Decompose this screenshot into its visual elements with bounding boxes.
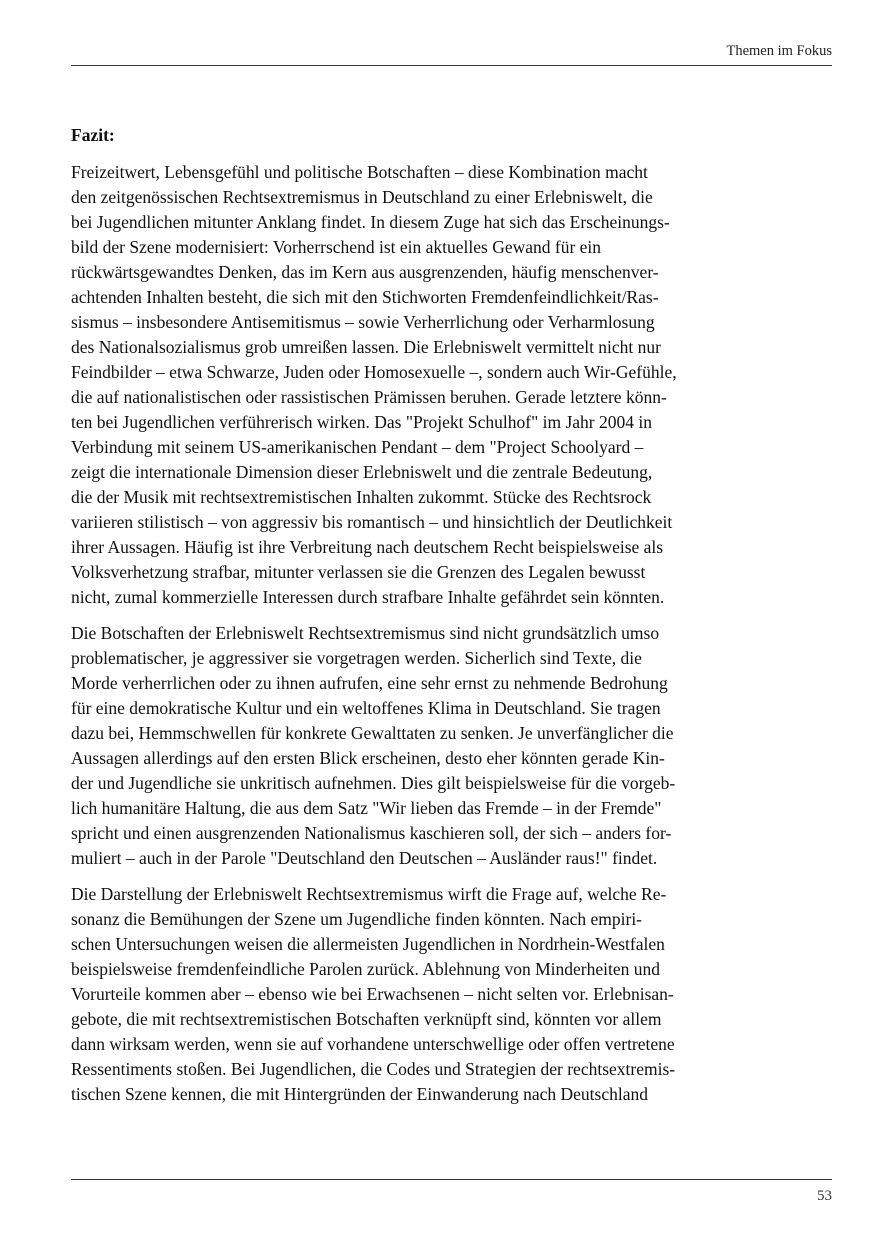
text-line: variieren stilistisch – von aggressiv bis romantisch – und hinsichtlich der Deutlichkeit: [71, 512, 673, 532]
text-line: nicht, zumal kommerzielle Interessen durch strafbare Inhalte gefährdet sein könnten.: [71, 587, 665, 607]
text-line: achtenden Inhalten besteht, die sich mit den Stichworten Fremdenfeindlichkeit/Ras-: [71, 287, 659, 307]
text-line: bild der Szene modernisiert: Vorherrschend ist ein aktuelles Gewand für ein: [71, 237, 602, 257]
text-line: lich humanitäre Haltung, die aus dem Satz "Wir lieben das Fremde – in der Fremde": [71, 798, 662, 818]
running-header: Themen im Fokus: [726, 43, 832, 59]
text-line: Die Botschaften der Erlebniswelt Rechtsextremismus sind nicht grundsätzlich umso: [71, 623, 660, 643]
text-line: rückwärtsgewandtes Denken, das im Kern aus ausgrenzenden, häufig menschenver-: [71, 262, 659, 282]
paragraph: [71, 882, 791, 1107]
text-line: der und Jugendliche sie unkritisch aufnehmen. Dies gilt beispielsweise für die vorgeb-: [71, 773, 676, 793]
text-line: ihrer Aussagen. Häufig ist ihre Verbreitung nach deutschem Recht beispielsweise als: [71, 537, 664, 557]
text-line: Vorurteile kommen aber – ebenso wie bei Erwachsenen – nicht selten vor. Erlebnisan-: [71, 984, 674, 1004]
paragraph: [71, 621, 791, 871]
text-line: die der Musik mit rechtsextremistischen Inhalten zukommt. Stücke des Rechtsrock: [71, 487, 652, 507]
text-line: tischen Szene kennen, die mit Hintergründen der Einwanderung nach Deutschland: [71, 1084, 648, 1104]
text-line: Ressentiments stoßen. Bei Jugendlichen, die Codes und Strategien der rechtsextremis-: [71, 1059, 676, 1079]
text-line: Volksverhetzung strafbar, mitunter verlassen sie die Grenzen des Legalen bewusst: [71, 562, 646, 582]
text-line: dann wirksam werden, wenn sie auf vorhandene unterschwellige oder offen vertretene: [71, 1034, 675, 1054]
page-number: 53: [817, 1188, 832, 1204]
text-line: für eine demokratische Kultur und ein weltoffenes Klima in Deutschland. Sie tragen: [71, 698, 661, 718]
text-line: zeigt die internationale Dimension dieser Erlebniswelt und die zentrale Bedeutung,: [71, 462, 653, 482]
paragraph: [71, 160, 791, 610]
text-line: Freizeitwert, Lebensgefühl und politische Botschaften – diese Kombination macht: [71, 162, 648, 182]
text-line: Morde verherrlichen oder zu ihnen aufrufen, eine sehr ernst zu nehmende Bedrohung: [71, 673, 668, 693]
paragraph-list: [71, 160, 791, 1107]
text-line: dazu bei, Hemmschwellen für konkrete Gewalttaten zu senken. Je unverfänglicher die: [71, 723, 674, 743]
text-line: problematischer, je aggressiver sie vorgetragen werden. Sicherlich sind Texte, die: [71, 648, 642, 668]
text-line: muliert – auch in der Parole "Deutschland den Deutschen – Ausländer raus!" findet.: [71, 848, 658, 868]
text-line: den zeitgenössischen Rechtsextremismus in Deutschland zu einer Erlebniswelt, die: [71, 187, 653, 207]
text-line: schen Untersuchungen weisen die allermeisten Jugendlichen in Nordrhein-Westfalen: [71, 934, 665, 954]
text-line: ten bei Jugendlichen verführerisch wirken. Das "Projekt Schulhof" im Jahr 2004 in: [71, 412, 652, 432]
text-line: Die Darstellung der Erlebniswelt Rechtsextremismus wirft die Frage auf, welche Re-: [71, 884, 667, 904]
text-line: bei Jugendlichen mitunter Anklang findet. In diesem Zuge hat sich das Erscheinungs-: [71, 212, 670, 232]
text-line: Verbindung mit seinem US-amerikanischen Pendant – dem "Project Schoolyard –: [71, 437, 644, 457]
section-heading: Fazit:: [71, 125, 115, 145]
text-line: Aussagen allerdings auf den ersten Blick erscheinen, desto eher könnten gerade Kin-: [71, 748, 665, 768]
header-divider: [71, 65, 832, 66]
text-line: sonanz die Bemühungen der Szene um Jugendliche finden könnten. Nach empiri-: [71, 909, 643, 929]
text-line: beispielsweise fremdenfeindliche Parolen zurück. Ablehnung von Minderheiten und: [71, 959, 661, 979]
text-line: spricht und einen ausgrenzenden Nationalismus kaschieren soll, der sich – anders for-: [71, 823, 672, 843]
text-line: die auf nationalistischen oder rassistischen Prämissen beruhen. Gerade letztere könn-: [71, 387, 667, 407]
text-line: sismus – insbesondere Antisemitismus – sowie Verherrlichung oder Verharmlosung: [71, 312, 655, 332]
main-content: [71, 123, 791, 1118]
text-line: des Nationalsozialismus grob umreißen lassen. Die Erlebniswelt vermittelt nicht nur: [71, 337, 662, 357]
footer-divider: [71, 1179, 832, 1180]
text-line: Feindbilder – etwa Schwarze, Juden oder Homosexuelle –, sondern auch Wir-Gefühle,: [71, 362, 677, 382]
text-line: gebote, die mit rechtsextremistischen Botschaften verknüpft sind, könnten vor allem: [71, 1009, 662, 1029]
